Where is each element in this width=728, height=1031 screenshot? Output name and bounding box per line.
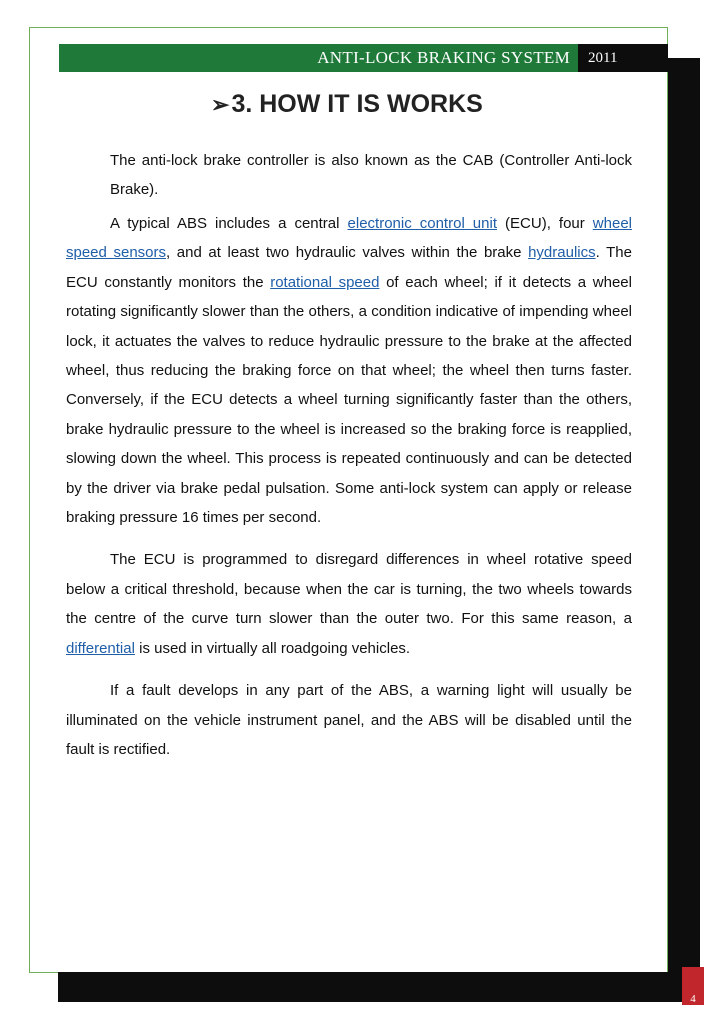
text-run: , and at least two hydraulic valves within the brake [166,244,529,262]
text-run: . The ECU constantly monitors the [66,244,632,291]
link-wheel-speed-sensors[interactable]: wheel speed sensors [66,215,632,262]
arrow-bullet-icon: ➢ [211,92,230,117]
page-number-box [682,967,704,1005]
paragraph-fault-warning: If a fault develops in any part of the ABS, a warning light will usually be illuminated on the vehicle instrument panel, and the ABS will be disabled until the fault is rectified. [66,682,632,758]
page-shadow-bottom [58,972,700,1002]
section-title [211,90,483,119]
body-text [66,146,632,777]
link-differential[interactable]: differential [66,639,135,657]
text-run: (ECU), four [497,215,593,232]
page-number: 4 [690,993,696,1005]
paragraph-ecu-threshold [66,545,632,663]
page-shadow-right [668,58,700,1002]
intro-paragraph: The anti-lock brake controller is also known as the CAB (Controller Anti-lock Brake). [110,152,632,198]
header-year-box [578,44,668,72]
text-run: A typical ABS includes a central [110,215,348,232]
link-rotational-speed[interactable]: rotational speed [270,273,380,291]
header-title: ANTI-LOCK BRAKING SYSTEM [317,48,570,67]
header-title-band [59,44,578,72]
header-year: 2011 [588,49,618,66]
text-run: is used in virtually all roadgoing vehicles. [134,639,411,657]
text-run: The ECU is programmed to disregard differences in wheel rotative speed below a critical threshold, because when the car is turning, the two wheels towards the centre of the curve turn slower than the outer two. For this same reason, a [66,551,632,628]
link-electronic-control-unit[interactable]: electronic control unit [347,215,497,232]
link-hydraulics[interactable]: hydraulics [528,244,596,262]
section-title-text: 3. HOW IT IS WORKS [231,90,483,118]
paragraph-abs-overview [66,209,632,532]
text-run: of each wheel; if it detects a wheel rotating significantly slower than the others, a condition indicative of impending wheel lock, it actuates the valves to reduce hydraulic pressure to the brake at the affected wheel, thus reducing the braking force on that wheel; the wheel then turns faster. Conversely, if the ECU detects a wheel turning significantly faster than the others, brake hydraulic pressure to the wheel is increased so the braking force is reapplied, slowing down the wheel. This process is repeated continuously and can be detected by the driver via brake pedal pulsation. Some anti-lock system can apply or release braking pressure 16 times per second. [66,273,632,527]
